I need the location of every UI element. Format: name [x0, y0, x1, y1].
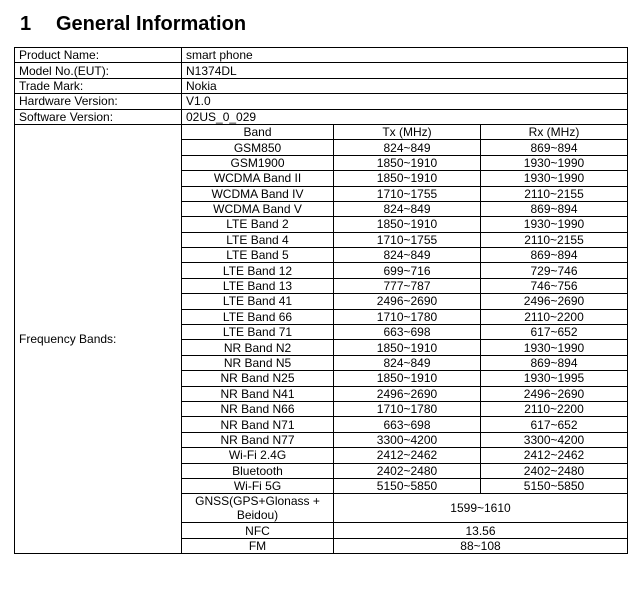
band-tx: 2402~2480: [334, 463, 481, 478]
band-tx: 699~716: [334, 263, 481, 278]
frequency-bands-label: Frequency Bands:: [15, 124, 182, 553]
info-label: Trade Mark:: [15, 78, 182, 93]
band-name: LTE Band 2: [182, 217, 334, 232]
band-rx: 617~652: [481, 417, 628, 432]
tx-column-header: Tx (MHz): [334, 124, 481, 139]
section-number: 1: [20, 13, 32, 35]
rx-column-header: Rx (MHz): [481, 124, 628, 139]
band-frequency: 1599~1610: [334, 494, 628, 523]
band-rx: 3300~4200: [481, 432, 628, 447]
band-name: LTE Band 66: [182, 309, 334, 324]
band-name: NR Band N2: [182, 340, 334, 355]
band-name: Bluetooth: [182, 463, 334, 478]
band-name: WCDMA Band II: [182, 171, 334, 186]
info-label: Hardware Version:: [15, 94, 182, 109]
band-tx: 3300~4200: [334, 432, 481, 447]
band-name: LTE Band 12: [182, 263, 334, 278]
band-rx: 2412~2462: [481, 448, 628, 463]
band-name: Wi-Fi 2.4G: [182, 448, 334, 463]
band-tx: 1710~1780: [334, 401, 481, 416]
band-rx: 729~746: [481, 263, 628, 278]
band-rx: 869~894: [481, 248, 628, 263]
band-name: NR Band N71: [182, 417, 334, 432]
band-tx: 1850~1910: [334, 217, 481, 232]
band-name: NR Band N5: [182, 355, 334, 370]
band-rx: 2110~2200: [481, 401, 628, 416]
band-rx: 1930~1990: [481, 171, 628, 186]
band-name: FM: [182, 538, 334, 553]
band-name: GSM1900: [182, 155, 334, 170]
band-tx: 1710~1755: [334, 186, 481, 201]
band-rx: 1930~1995: [481, 371, 628, 386]
band-tx: 5150~5850: [334, 478, 481, 493]
band-name: NR Band N66: [182, 401, 334, 416]
band-rx: 869~894: [481, 355, 628, 370]
band-tx: 2496~2690: [334, 294, 481, 309]
band-tx: 824~849: [334, 201, 481, 216]
band-rx: 2110~2155: [481, 186, 628, 201]
band-tx: 1710~1780: [334, 309, 481, 324]
band-frequency: 88~108: [334, 538, 628, 553]
band-rx: 617~652: [481, 325, 628, 340]
band-rx: 2496~2690: [481, 386, 628, 401]
band-name: NR Band N25: [182, 371, 334, 386]
info-label: Model No.(EUT):: [15, 63, 182, 78]
band-name: LTE Band 13: [182, 278, 334, 293]
band-name: WCDMA Band V: [182, 201, 334, 216]
band-tx: 663~698: [334, 325, 481, 340]
band-tx: 824~849: [334, 140, 481, 155]
info-value: N1374DL: [182, 63, 628, 78]
band-tx: 824~849: [334, 248, 481, 263]
band-tx: 2496~2690: [334, 386, 481, 401]
band-name: WCDMA Band IV: [182, 186, 334, 201]
band-tx: 663~698: [334, 417, 481, 432]
info-row: [15, 48, 628, 63]
band-name: GNSS(GPS+Glonass + Beidou): [182, 494, 334, 523]
band-rx: 869~894: [481, 201, 628, 216]
band-name: Wi-Fi 5G: [182, 478, 334, 493]
band-name: GSM850: [182, 140, 334, 155]
band-rx: 2402~2480: [481, 463, 628, 478]
band-tx: 1850~1910: [334, 155, 481, 170]
band-rx: 746~756: [481, 278, 628, 293]
band-name: NR Band N41: [182, 386, 334, 401]
frequency-header-row: [15, 124, 628, 139]
info-row: [15, 78, 628, 93]
band-rx: 1930~1990: [481, 155, 628, 170]
band-name: LTE Band 4: [182, 232, 334, 247]
band-frequency: 13.56: [334, 523, 628, 538]
band-rx: 2496~2690: [481, 294, 628, 309]
info-label: Product Name:: [15, 48, 182, 63]
band-name: LTE Band 5: [182, 248, 334, 263]
band-name: NFC: [182, 523, 334, 538]
info-row: [15, 109, 628, 124]
band-rx: 2110~2200: [481, 309, 628, 324]
general-info-body: [15, 48, 628, 554]
band-rx: 869~894: [481, 140, 628, 155]
info-value: 02US_0_029: [182, 109, 628, 124]
info-row: [15, 63, 628, 78]
info-label: Software Version:: [15, 109, 182, 124]
info-row: [15, 94, 628, 109]
band-tx: 824~849: [334, 355, 481, 370]
band-tx: 777~787: [334, 278, 481, 293]
band-tx: 1850~1910: [334, 371, 481, 386]
band-tx: 1850~1910: [334, 340, 481, 355]
band-tx: 1710~1755: [334, 232, 481, 247]
band-rx: 5150~5850: [481, 478, 628, 493]
band-rx: 1930~1990: [481, 217, 628, 232]
info-value: Nokia: [182, 78, 628, 93]
band-name: LTE Band 41: [182, 294, 334, 309]
section-title: General Information: [56, 13, 247, 35]
info-value: smart phone: [182, 48, 628, 63]
band-tx: 2412~2462: [334, 448, 481, 463]
band-rx: 1930~1990: [481, 340, 628, 355]
band-tx: 1850~1910: [334, 171, 481, 186]
general-info-table: [14, 47, 628, 554]
band-name: LTE Band 71: [182, 325, 334, 340]
band-rx: 2110~2155: [481, 232, 628, 247]
band-column-header: Band: [182, 124, 334, 139]
section-heading: [20, 13, 246, 36]
info-value: V1.0: [182, 94, 628, 109]
band-name: NR Band N77: [182, 432, 334, 447]
